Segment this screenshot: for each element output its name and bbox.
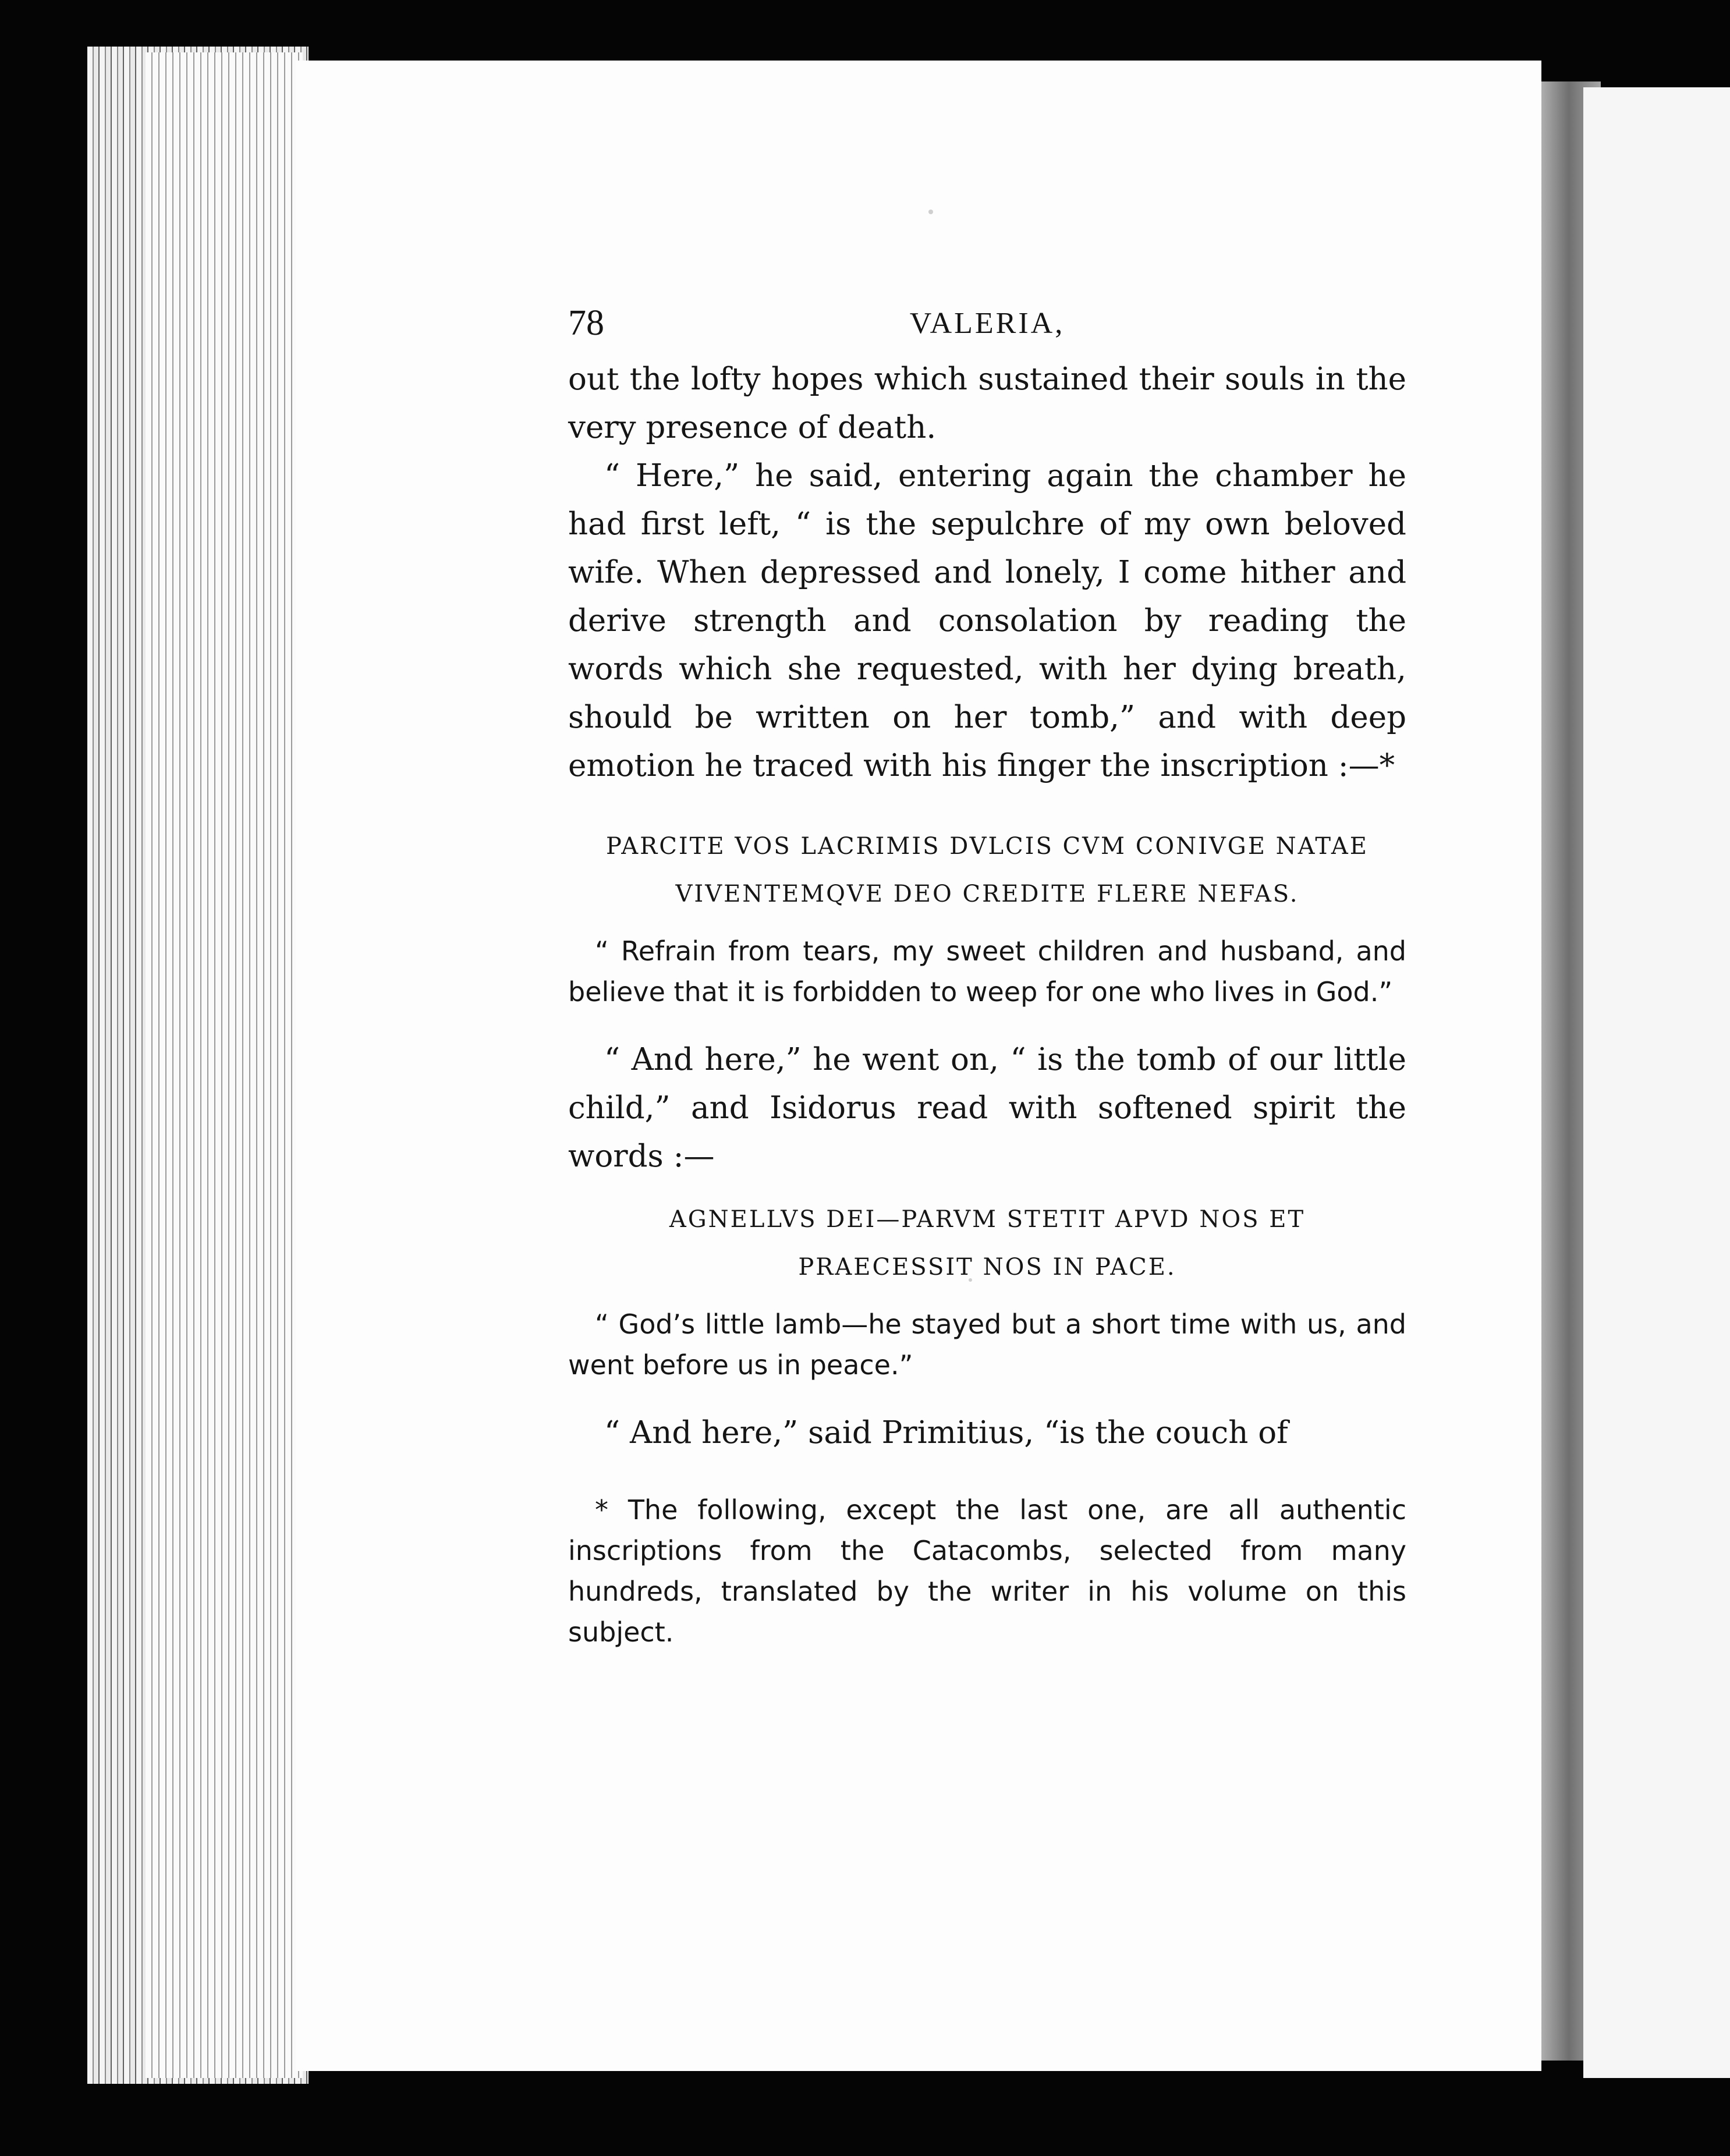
running-head <box>568 291 1406 355</box>
paragraph-couch: “ And here,” said Primitius, “is the couch of <box>604 1415 1288 1451</box>
paper-speck <box>928 210 933 214</box>
page-edges-inner <box>146 52 303 2078</box>
footnote: * The following, except the last one, are all authentic inscriptions from the Catacombs, selected from many hundreds, translated by the writer in his volume on this subject. <box>568 1494 1406 1648</box>
facing-page-edge <box>1583 87 1730 2078</box>
paragraph-sepulchre: “ Here,” he said, entering again the chamber he had first left, “ is the sepulchre of my own beloved wife. When depressed and lonely, I come hither and derive strength and consolation by reading the words which she requested, with her dying breath, should be written on her tomb,” and with deep emotion he traced with his finger the inscription :—* <box>568 458 1406 783</box>
paragraph-continuation: out the lofty hopes which sustained their souls in the very presence of death. <box>568 361 1406 445</box>
running-title: VALERIA, <box>909 307 1065 340</box>
inscription-translation: “ Refrain from tears, my sweet children and husband, and believe that it is forbidden to weep for one who lives in God.” <box>568 935 1406 1008</box>
inscription-latin-line: AGNELLVS DEI—PARVM STETIT APVD NOS ET <box>669 1206 1306 1233</box>
inscription-latin-line: PARCITE VOS LACRIMIS DVLCIS CVM CONIVGE NATAE <box>606 833 1369 860</box>
page-text <box>568 291 1406 1653</box>
inscription-translation: “ God’s little lamb—he stayed but a short time with us, and went before us in peace.” <box>568 1309 1406 1381</box>
inscription-latin-line: VIVENTEMQVE DEO CREDITE FLERE NEFAS. <box>675 881 1299 907</box>
inscription-latin-line: PRAECESSIT NOS IN PACE. <box>798 1254 1176 1281</box>
page-number: 78 <box>568 303 604 343</box>
paragraph-child-tomb: “ And here,” he went on, “ is the tomb of our little child,” and Isidorus read with softened spirit the words :— <box>568 1042 1406 1174</box>
